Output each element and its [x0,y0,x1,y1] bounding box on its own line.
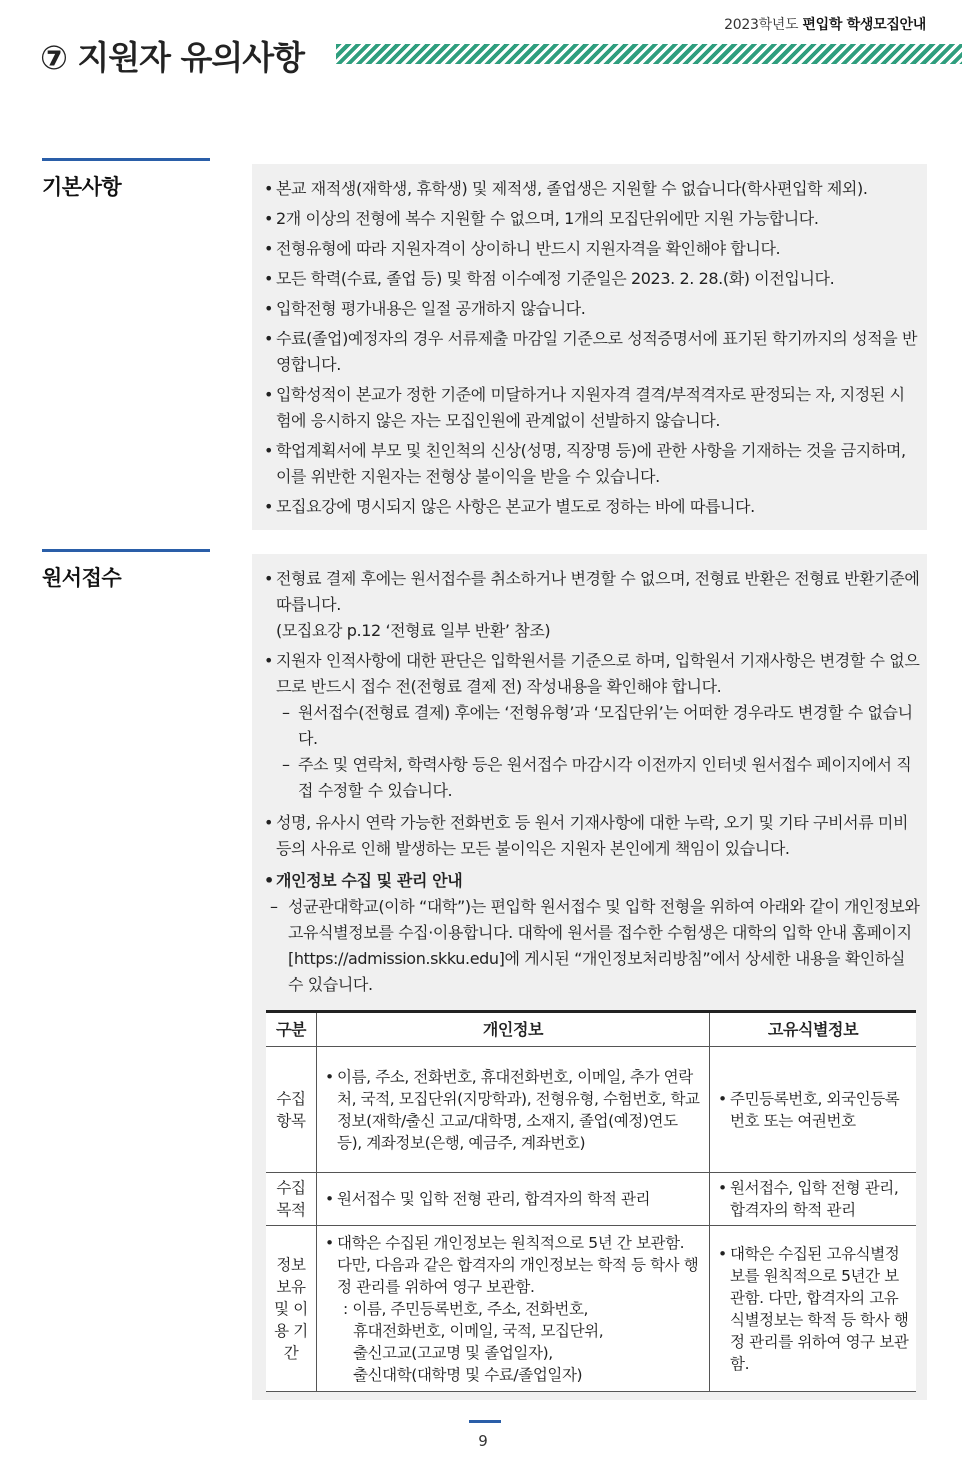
list-item-note: (모집요강 p.12 ‘전형료 일부 반환’ 참조) [276,621,551,640]
table-cell [317,1226,710,1392]
basic-info-box [252,164,927,530]
table-row [266,1173,916,1226]
page-number: 9 [478,1432,488,1450]
cell-text: • 주민등록번호, 외국인등록번호 또는 여권번호 [716,1088,910,1132]
privacy-table [266,1010,916,1392]
privacy-heading: • 개인정보 수집 및 관리 안내 [256,868,923,894]
table-cell [710,1173,917,1226]
table-header-row [266,1012,916,1047]
table-header-cell: 개인정보 [317,1012,710,1047]
list-item: • 입학전형 평가내용은 일절 공개하지 않습니다. [256,296,919,322]
list-item: • 수료(졸업)예정자의 경우 서류제출 마감일 기준으로 성적증명서에 표기된 학기까지의 성적을 반영합니다. [256,326,919,378]
table-cell [710,1226,917,1392]
table-header-cell: 구분 [266,1012,317,1047]
list-item: • 모든 학력(수료, 졸업 등) 및 학점 이수예정 기준일은 2023. 2. 28.(화) 이전입니다. [256,266,919,292]
table-cell [710,1047,917,1173]
list-item: • 입학성적이 본교가 정한 기준에 미달하거나 지원자격 결격/부적격자로 판정되는 자, 지정된 시험에 응시하지 않은 자는 모집인원에 관계없이 선발하지 않습니다. [256,382,919,434]
list-item: • 학업계획서에 부모 및 친인척의 신상(성명, 직장명 등)에 관한 사항을 기재하는 것을 금지하며, 이를 위반한 지원자는 전형상 불이익을 받을 수 있습니다. [256,438,919,490]
section-heading-application: 원서접수 [42,549,210,592]
table-header-cell: 고유식별정보 [710,1012,917,1047]
cell-text: • 대학은 수집된 개인정보는 원칙적으로 5년 간 보관함. 다만, 다음과 같은 합격자의 개인정보는 학적 등 학사 행정 관리를 위하여 영구 보관함. [323,1232,703,1298]
cell-text: • 원서접수, 입학 전형 관리, 합격자의 학적 관리 [716,1177,910,1221]
document-header [724,14,926,34]
page-number-bar-decoration [469,1420,501,1423]
cell-text: • 원서접수 및 입학 전형 관리, 합격자의 학적 관리 [323,1188,703,1210]
list-item [256,566,923,644]
sub-list-item: – 원서접수(전형료 결제) 후에는 ‘전형유형’과 ‘모집단위’는 어떠한 경우라도 변경할 수 없습니다. [256,700,923,752]
list-item: • 전형유형에 따라 지원자격이 상이하니 반드시 지원자격을 확인해야 합니다. [256,236,919,262]
table-row [266,1047,916,1173]
list-item: • 성명, 유사시 연락 가능한 전화번호 등 원서 기재사항에 대한 누락, 오기 및 기타 구비서류 미비 등의 사유로 인해 발생하는 모든 불이익은 지원자 본인에게 책임이 있습니다. [256,810,923,862]
privacy-text: – 성균관대학교(이하 “대학”)는 편입학 원서접수 및 입학 전형을 위하여 아래와 같이 개인정보와 고유식별정보를 수집·이용합니다. 대학에 원서를 접수한 수험생은 대학의 입학 안내 홈페이지[https://admission.skku.edu]에 게시된 “개인정보처리방침”에서 상세한 내용을 확인하실 수 있습니다. [256,894,923,998]
table-row-label: 수집 목적 [266,1173,317,1226]
section-heading-basic: 기본사항 [42,158,210,201]
table-cell [317,1173,710,1226]
list-item: • 지원자 인적사항에 대한 판단은 입학원서를 기준으로 하며, 입학원서 기재사항은 변경할 수 없으므로 반드시 접수 전(전형료 결제 전) 작성내용을 확인해야 합니다. [256,648,923,700]
sub-list-item: – 주소 및 연락처, 학력사항 등은 원서접수 마감시각 이전까지 인터넷 원서접수 페이지에서 직접 수정할 수 있습니다. [256,752,923,804]
list-item: • 본교 재적생(재학생, 휴학생) 및 제적생, 졸업생은 지원할 수 없습니다(학사편입학 제외). [256,176,919,202]
table-cell [317,1047,710,1173]
cell-subtext: : 이름, 주민등록번호, 주소, 전화번호, [343,1299,589,1318]
cell-subtext: 출신고교(고교명 및 졸업일자), [353,1343,553,1362]
page-title: ⑦ 지원자 유의사항 [40,38,305,77]
table-row-label: 수집 항목 [266,1047,317,1173]
list-item-text: 전형료 결제 후에는 원서접수를 취소하거나 변경할 수 없으며, 전형료 반환은 전형료 반환기준에 따릅니다. [276,569,920,614]
header-title: 편입학 학생모집안내 [802,17,926,33]
list-item: • 2개 이상의 전형에 복수 지원할 수 없으며, 1개의 모집단위에만 지원 가능합니다. [256,206,919,232]
title-stripe-decoration [336,44,962,64]
list-item: • 모집요강에 명시되지 않은 사항은 본교가 별도로 정하는 바에 따릅니다. [256,494,919,520]
table-row [266,1226,916,1392]
header-year: 2023학년도 [724,17,799,33]
cell-subtext: 출신대학(대학명 및 수료/졸업일자) [353,1365,583,1384]
cell-text: • 이름, 주소, 전화번호, 휴대전화번호, 이메일, 추가 연락처, 국적, 모집단위(지망학과), 전형유형, 수험번호, 학교정보(재학/출신 고교/대학명, 소재지, 졸업(예정)연도 등), 계좌정보(은행, 예금주, 계좌번호) [323,1066,703,1154]
cell-subtext: 휴대전화번호, 이메일, 국적, 모집단위, [353,1321,604,1340]
cell-text: • 대학은 수집된 고유식별정보를 원칙적으로 5년간 보관함. 다만, 합격자의 고유식별정보는 학적 등 학사 행정 관리를 위하여 영구 보관함. [716,1243,910,1375]
table-row-label: 정보 보유 및 이용 기간 [266,1226,317,1392]
